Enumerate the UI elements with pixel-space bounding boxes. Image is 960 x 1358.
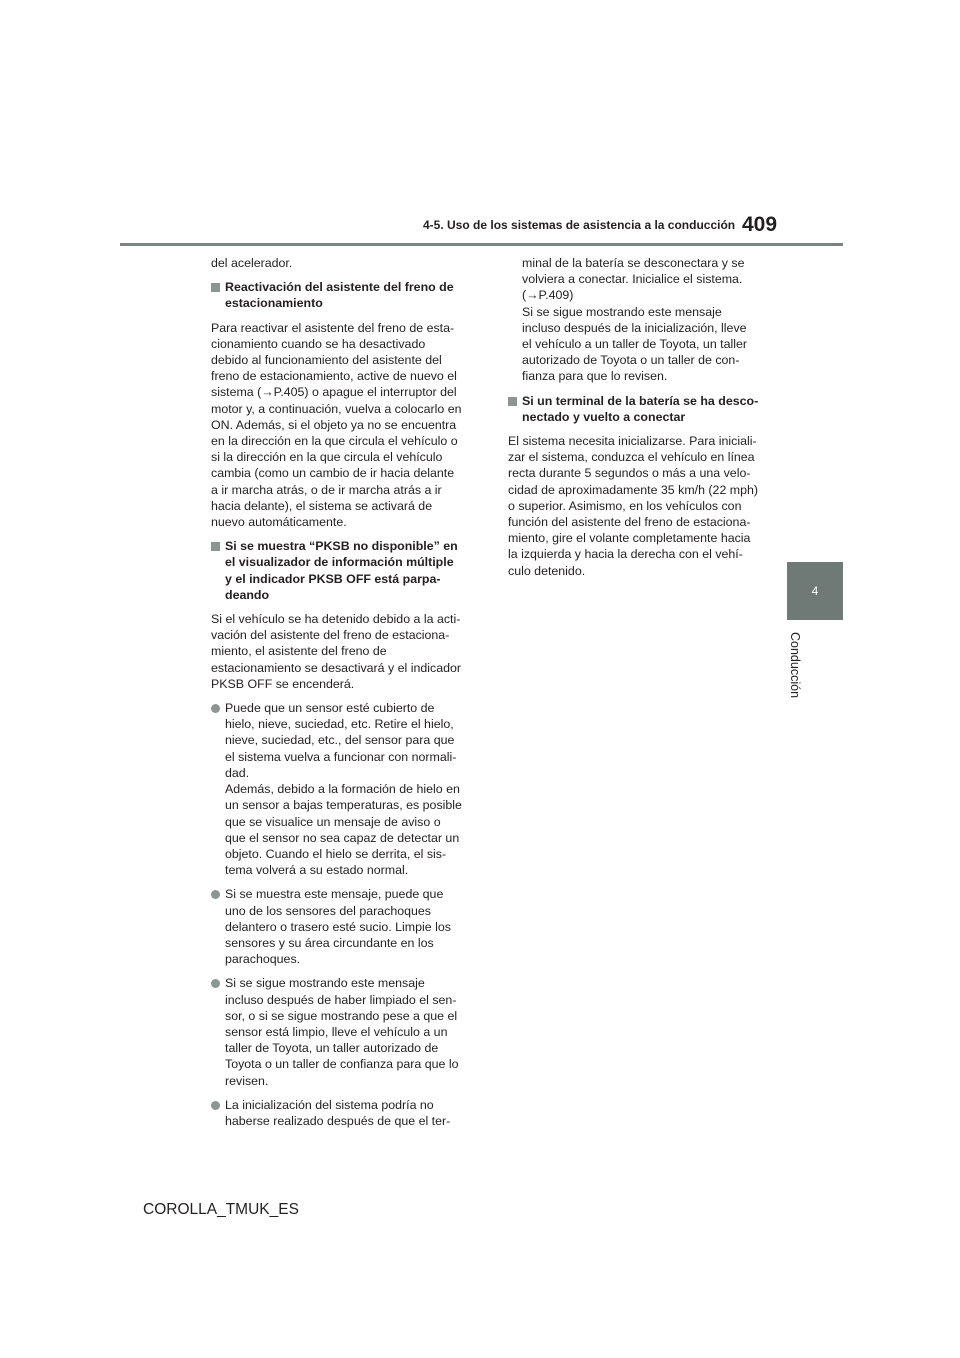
chapter-label: Conducción <box>788 632 802 699</box>
square-bullet-icon <box>508 397 517 406</box>
header-rule <box>120 243 843 246</box>
text-line: nuevo automáticamente. <box>211 515 347 530</box>
text-line: Puede que un sensor esté cubierto de <box>225 701 435 716</box>
text-line: cionamiento cuando se ha desactivado <box>211 336 426 351</box>
text-line: La inicialización del sistema podría no <box>225 1097 434 1112</box>
text-line: delantero o trasero esté sucio. Limpie los <box>225 919 451 934</box>
text-line: cambia (como un cambio de ir hacia delante <box>211 466 455 481</box>
text-line: recta durante 5 segundos o más a una velo- <box>508 466 751 481</box>
section-heading <box>211 538 483 603</box>
paragraph <box>211 320 483 531</box>
text-line: el sistema vuelva a funcionar con normali- <box>225 749 457 764</box>
text-line: debido al funcionamiento del asistente del <box>211 353 442 368</box>
text-line: y el indicador PKSB OFF está parpa- <box>225 571 441 586</box>
round-bullet-icon <box>211 1101 220 1110</box>
text-line: Si se muestra “PKSB no disponible” en <box>225 539 458 554</box>
text-line: cidad de aproximadamente 35 km/h (22 mph) <box>508 482 759 497</box>
text-line: un sensor a bajas temperaturas, es posible <box>225 798 462 813</box>
chapter-number: 4 <box>811 584 819 598</box>
text-line: sensor está limpio, lleve el vehículo a un <box>225 1024 448 1039</box>
text-line: hacia delante), el sistema se activará de <box>211 498 433 513</box>
text-line: miento, el asistente del freno de <box>211 644 387 659</box>
text-line: miento, gire el volante completamente hacia <box>508 531 751 546</box>
text-line: zar el sistema, conduzca el vehículo en línea <box>508 450 755 465</box>
paragraph <box>211 611 483 692</box>
text-line: nieve, suciedad, etc., del sensor para que <box>225 733 455 748</box>
text-line: hielo, nieve, suciedad, etc. Retire el hielo, <box>225 717 454 732</box>
text-line: uno de los sensores del parachoques <box>225 903 431 918</box>
text-line: El sistema necesita inicializarse. Para iniciali- <box>508 434 757 449</box>
text-line: Si un terminal de la batería se ha desco- <box>522 393 759 408</box>
text-line: freno de estacionamiento, active de nuevo el <box>211 369 457 384</box>
text-line: Si se sigue mostrando este mensaje <box>522 304 722 319</box>
text-line: en la dirección en la que circula el vehículo o <box>211 434 458 449</box>
text-line: incluso después de haber limpiado el sen- <box>225 992 457 1007</box>
text-line: incluso después de la inicialización, lleve <box>522 320 747 335</box>
text-line: culo detenido. <box>508 563 586 578</box>
text-line: el visualizador de información múltiple <box>225 555 454 570</box>
paragraph <box>508 255 780 385</box>
document-id: COROLLA_TMUK_ES <box>143 1201 299 1218</box>
left-column <box>211 255 483 1137</box>
text-line: o superior. Asimismo, en los vehículos con <box>508 498 742 513</box>
text-line: Si se sigue mostrando este mensaje <box>225 976 425 991</box>
text-line: Si se muestra este mensaje, puede que <box>225 887 444 902</box>
text-line: volviera a conectar. Inicialice el sistema. <box>522 272 743 287</box>
bullet-item <box>211 700 483 878</box>
square-bullet-icon <box>211 542 220 551</box>
text-line: taller de Toyota, un taller autorizado de <box>225 1041 439 1056</box>
bullet-item <box>211 1097 483 1129</box>
text-line: revisen. <box>225 1073 269 1088</box>
text-line: autorizado de Toyota o un taller de con- <box>522 353 740 368</box>
page-number: 409 <box>742 213 778 236</box>
text-line: parachoques. <box>225 952 301 967</box>
text-line: Si el vehículo se ha detenido debido a la acti- <box>211 612 461 627</box>
chapter-tab <box>787 562 843 620</box>
text-line: (→P.409) <box>522 288 574 303</box>
text-line: sor, o si se sigue mostrando pese a que el <box>225 1008 458 1023</box>
text-line: Toyota o un taller de confianza para que lo <box>225 1057 459 1072</box>
section-heading <box>211 279 483 311</box>
text-line: que el sensor no sea capaz de detectar un <box>225 830 460 845</box>
text-line: dad. <box>225 765 250 780</box>
text-line: sistema (→P.405) o apague el interruptor del <box>211 385 457 400</box>
text-line: motor y, a continuación, vuelva a colocarlo en <box>211 401 462 416</box>
right-column <box>508 255 780 587</box>
section-title: 4-5. Uso de los sistemas de asistencia a la conducción <box>423 218 736 232</box>
bullet-item <box>211 886 483 967</box>
text-line: haberse realizado después de que el ter- <box>225 1113 451 1128</box>
text-line: estacionamiento <box>225 296 323 311</box>
text-line: que se visualice un mensaje de aviso o <box>225 814 441 829</box>
text-line: si la dirección en la que circula el vehículo <box>211 450 443 465</box>
bullet-item <box>211 975 483 1088</box>
text-line: del acelerador. <box>211 256 293 270</box>
text-line: vación del asistente del freno de estaciona- <box>211 628 450 643</box>
paragraph <box>211 255 483 271</box>
text-line: tema volverá a su estado normal. <box>225 863 409 878</box>
text-line: Para reactivar el asistente del freno de esta- <box>211 320 455 335</box>
round-bullet-icon <box>211 704 220 713</box>
text-line: objeto. Cuando el hielo se derrita, el sis- <box>225 846 447 861</box>
text-line: estacionamiento se desactivará y el indicador <box>211 660 462 675</box>
text-line: la izquierda y hacia la derecha con el vehí- <box>508 547 743 562</box>
text-line: sensores y su área circundante en los <box>225 935 434 950</box>
text-line: a ir marcha atrás, o de ir marcha atrás a ir <box>211 482 442 497</box>
text-line: deando <box>225 587 270 602</box>
text-line: Además, debido a la formación de hielo en <box>225 782 460 797</box>
text-line: PKSB OFF se encenderá. <box>211 676 355 691</box>
text-line: función del asistente del freno de estaciona- <box>508 515 751 530</box>
text-line: minal de la batería se desconectara y se <box>522 256 745 270</box>
section-heading <box>508 393 780 425</box>
square-bullet-icon <box>211 283 220 292</box>
text-line: Reactivación del asistente del freno de <box>225 280 454 295</box>
text-line: fianza para que lo revisen. <box>522 369 668 384</box>
text-line: ON. Además, si el objeto ya no se encuentra <box>211 417 457 432</box>
paragraph <box>508 433 780 579</box>
text-line: nectado y vuelto a conectar <box>522 409 686 424</box>
text-line: el vehículo a un taller de Toyota, un taller <box>522 337 748 352</box>
